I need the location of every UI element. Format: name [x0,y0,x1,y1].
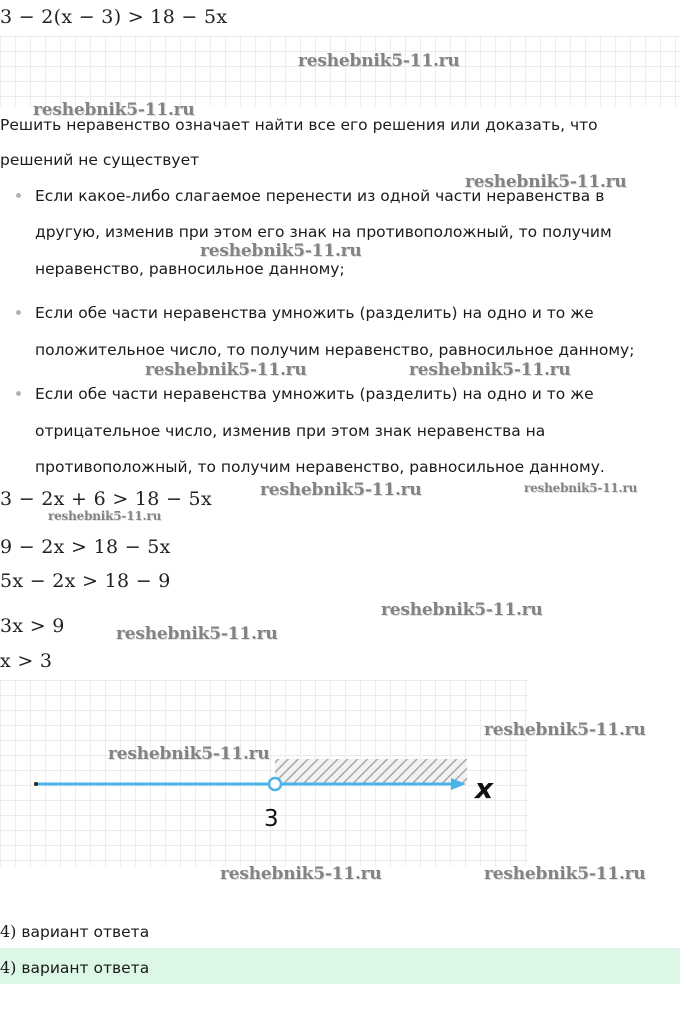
solution-step-2: 9 − 2x > 18 − 5x [0,536,171,558]
watermark: reshebnik5-11.ru [465,172,627,192]
rule-line: Если обе части неравенства умножить (разделить) на одно и то же [35,385,594,403]
answer-number: 4) [0,958,17,977]
rule-line: противоположный, то получим неравенство, равносильное данному. [35,458,605,476]
theory-intro-line1: Решить неравенство означает найти все его решения или доказать, что [0,116,598,134]
task-inequality: 3 − 2(x − 3) > 18 − 5x [0,6,228,28]
number-line-diagram [0,680,528,866]
solution-step-3: 5x − 2x > 18 − 9 [0,570,171,592]
watermark: reshebnik5-11.ru [524,481,638,495]
rule-line: Если какое-либо слагаемое перенести из одной части неравенства в [35,187,605,205]
watermark: reshebnik5-11.ru [260,480,422,500]
watermark: reshebnik5-11.ru [108,744,270,764]
axis-label: x [475,772,494,805]
watermark: reshebnik5-11.ru [220,864,382,884]
bullet-icon [16,391,21,396]
rule-line: неравенство, равносильное данному; [35,260,345,278]
watermark: reshebnik5-11.ru [298,51,460,71]
watermark: reshebnik5-11.ru [33,100,195,120]
point-label: 3 [264,806,279,832]
bullet-icon [16,193,21,198]
answer-highlighted [0,958,149,977]
rule-line: отрицательное число, изменив при этом знак неравенства на [35,422,546,440]
open-point-marker [269,778,281,790]
watermark: reshebnik5-11.ru [145,360,307,380]
answer-plain [0,922,149,941]
theory-intro-line2: решений не существует [0,151,200,169]
solution-step-1: 3 − 2x + 6 > 18 − 5x [0,488,212,510]
grid-panel-top [0,36,680,106]
solution-step-4: 3x > 9 [0,615,65,637]
rule-line: другую, изменив при этом его знак на противоположный, то получим [35,223,612,241]
watermark: reshebnik5-11.ru [484,864,646,884]
watermark: reshebnik5-11.ru [48,509,162,523]
watermark: reshebnik5-11.ru [116,624,278,644]
answer-text: вариант ответа [16,959,150,977]
solution-step-5: x > 3 [0,650,53,672]
answer-number: 4) [0,922,17,941]
answer-text: вариант ответа [16,923,150,941]
bullet-icon [16,310,21,315]
solution-hatch-region [275,759,467,784]
rule-line: Если обе части неравенства умножить (разделить) на одно и то же [35,304,594,322]
watermark: reshebnik5-11.ru [409,360,571,380]
watermark: reshebnik5-11.ru [381,600,543,620]
watermark: reshebnik5-11.ru [200,241,362,261]
rule-line: положительное число, то получим неравенство, равносильное данному; [35,341,635,359]
axis-start-dot [34,782,38,786]
watermark: reshebnik5-11.ru [484,720,646,740]
